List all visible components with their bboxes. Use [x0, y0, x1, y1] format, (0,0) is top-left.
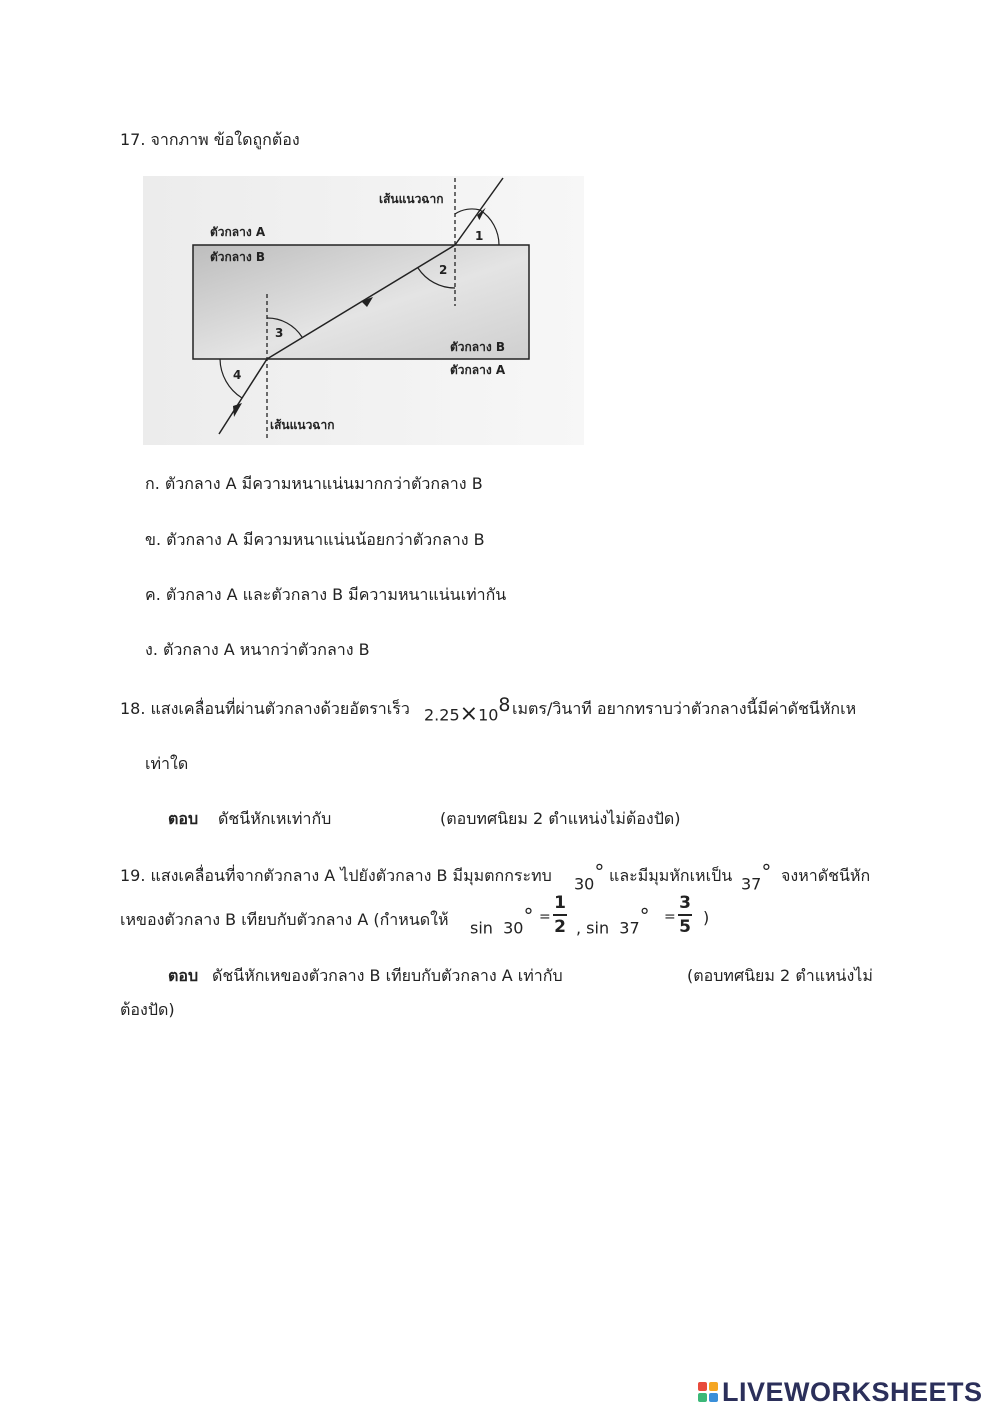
q19-degree-3: °: [523, 904, 534, 928]
fraction-bar: [678, 914, 692, 916]
q19-equals-1: =: [539, 909, 551, 925]
q19-fraction-three-fifths: [678, 893, 692, 937]
q19-angle-incident-value: 30: [574, 874, 595, 894]
label-medium-a-top: ตัวกลาง A: [210, 225, 266, 239]
q19-degree-4: °: [639, 904, 650, 928]
logo-square-1: [698, 1382, 707, 1391]
q19-line2-a: เหของตัวกลาง B เทียบกับตัวกลาง A (กำหนดให้: [120, 910, 449, 929]
label-normal-top: เส้นแนวฉาก: [379, 192, 444, 206]
logo-badge-icon: [698, 1382, 718, 1402]
q18-speed-exp: 8: [498, 694, 511, 716]
label-medium-b-top: ตัวกลาง B: [210, 250, 266, 264]
q19-sin37-den: 5: [679, 917, 691, 937]
refraction-diagram: [143, 176, 584, 445]
q17-option-a: ก. ตัวกลาง A มีความหนาแน่นมากกว่าตัวกลาง B: [145, 474, 483, 493]
label-normal-bottom: เส้นแนวฉาก: [270, 418, 335, 432]
q18-answer-note: (ตอบทศนิยม 2 ตำแหน่งไม่ต้องปัด): [440, 809, 681, 828]
q19-answer-label: ตอบ: [168, 966, 199, 985]
q18-line2: เท่าใด: [145, 754, 189, 773]
q19-sin30-den: 2: [554, 917, 566, 937]
q18-speed: [424, 694, 511, 727]
q19-close-paren: ): [703, 908, 710, 927]
q19-line1-a: 19. แสงเคลื่อนที่จากตัวกลาง A ไปยังตัวกลาง B มีมุมตกกระทบ: [120, 866, 552, 885]
q18-speed-base: 10: [478, 705, 499, 725]
q19-answer-text: ดัชนีหักเหของตัวกลาง B เทียบกับตัวกลาง A เท่ากับ: [212, 966, 563, 985]
q18-answer-text: ดัชนีหักเหเท่ากับ: [218, 809, 332, 828]
q18-answer-label: ตอบ: [168, 809, 199, 828]
q18-answer-input[interactable]: [338, 802, 438, 830]
q17-option-d: ง. ตัวกลาง A หนากว่าตัวกลาง B: [145, 640, 370, 659]
liveworksheets-logo[interactable]: [698, 1377, 983, 1407]
label-angle-4: 4: [233, 368, 242, 382]
refraction-figure: [143, 176, 584, 445]
q19-answer-input[interactable]: [584, 959, 684, 987]
q19-comma-sin: , sin: [576, 918, 610, 938]
q18-times-sign: ×: [459, 701, 479, 727]
q18-line1-prefix: 18. แสงเคลื่อนที่ผ่านตัวกลางด้วยอัตราเร็ว: [120, 699, 410, 718]
q19-degree-2: °: [761, 860, 772, 884]
q19-answer-note-b: ต้องปัด): [120, 1000, 175, 1019]
fraction-bar: [553, 914, 567, 916]
q19-line1-c: จงหาดัชนีหัก: [781, 866, 871, 885]
q19-fraction-half: [553, 893, 567, 937]
q19-equals-2: =: [664, 909, 676, 925]
q19-sin30: [470, 904, 534, 938]
logo-text: LIVEWORKSHEETS: [722, 1376, 983, 1407]
logo-square-3: [698, 1393, 707, 1402]
logo-square-2: [709, 1382, 718, 1391]
label-medium-a-bottom: ตัวกลาง A: [450, 363, 506, 377]
q19-sin30-num: 1: [554, 893, 566, 913]
q19-sin37-num: 3: [679, 893, 691, 913]
q17-option-c: ค. ตัวกลาง A และตัวกลาง B มีความหนาแน่นเท่ากัน: [145, 585, 507, 604]
q17-title: 17. จากภาพ ข้อใดถูกต้อง: [120, 130, 300, 149]
label-angle-3: 3: [275, 326, 284, 340]
q19-angle-incident: [574, 860, 605, 894]
q19-line1-b: และมีมุมหักเหเป็น: [609, 866, 733, 885]
label-medium-b-bottom: ตัวกลาง B: [450, 340, 506, 354]
label-angle-1: 1: [475, 229, 484, 243]
q18-speed-coef: 2.25: [424, 705, 460, 725]
q19-angle-refract-value: 37: [741, 874, 762, 894]
q19-sin37: [576, 904, 650, 938]
logo-square-4: [709, 1393, 718, 1402]
q17-option-b: ข. ตัวกลาง A มีความหนาแน่นน้อยกว่าตัวกลาง B: [145, 530, 485, 549]
q19-angle-refract: [741, 860, 772, 894]
q19-sin-label-1: sin: [470, 918, 493, 938]
q19-answer-note-a: (ตอบทศนิยม 2 ตำแหน่งไม่: [687, 966, 873, 985]
q18-line1-suffix: เมตร/วินาที อยากทราบว่าตัวกลางนี้มีค่าดัชนีหักเห: [512, 699, 857, 718]
q19-sin37-angle: 37: [619, 918, 640, 938]
q19-degree-1: °: [594, 860, 605, 884]
label-angle-2: 2: [439, 263, 448, 277]
q19-sin30-angle: 30: [503, 918, 524, 938]
